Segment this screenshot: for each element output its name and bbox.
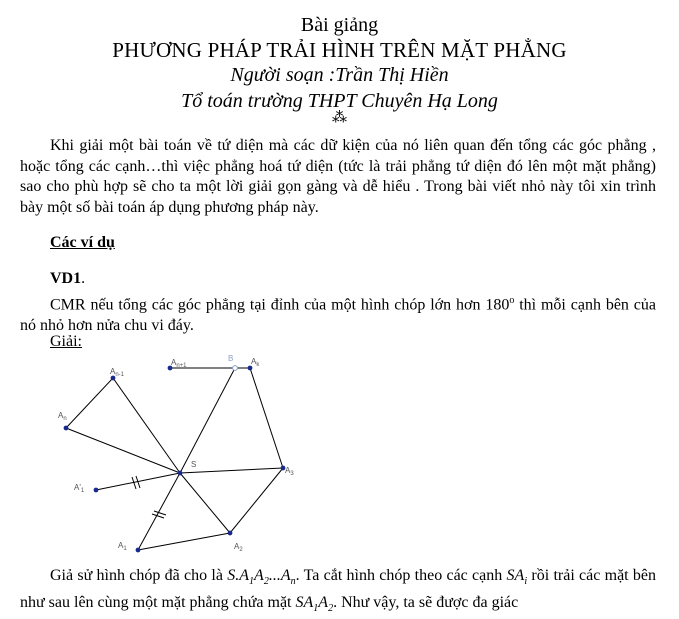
- problem-text-start: CMR nếu tổng các góc phẳng tại đỉnh của một hình chóp lớn hơn 180: [50, 296, 510, 314]
- label-a1-prime: A'1: [74, 483, 85, 494]
- tick-mark-4: [154, 511, 166, 515]
- math-face-sub-1: 1: [313, 602, 319, 614]
- math-sub-2: 2: [263, 576, 269, 588]
- example-label-dot: .: [81, 270, 86, 287]
- edge-a2-s: [180, 473, 230, 533]
- problem-text-end: thì mỗi cạnh bên của nó nhỏ hơn nửa chu vi đáy.: [20, 296, 656, 334]
- section-heading: Các ví dụ: [50, 234, 115, 251]
- point-a2: [228, 531, 233, 536]
- closing-paragraph: [20, 566, 656, 619]
- edge-a3-a2: [230, 468, 283, 533]
- lecture-title: PHƯƠNG PHÁP TRẢI HÌNH TRÊN MẶT PHẲNG: [112, 38, 567, 62]
- math-sub-i: i: [524, 576, 528, 588]
- point-s: [178, 471, 183, 476]
- edge-a2-a1: [138, 533, 230, 550]
- point-an: [64, 426, 69, 431]
- example-number: VD1: [50, 270, 82, 287]
- intro-paragraph: Khi giải một bài toán về tứ diện mà các dữ kiện của nó liên quan đến tổng các góc phẳng , hoặc tổng các cạnh…thì việc phẳng hoá tứ diện (tức là trải phẳng tứ diện đó lên một mặt phẳng) sao cho phù hợp sẽ cho ta một lời giải gọn gàng và dễ hiểu . Trong bài viết nhỏ này tôi xin trình bày một số bài toán áp dụng phương pháp này.: [20, 137, 656, 216]
- school-line: Tổ toán trường THPT Chuyên Hạ Long: [181, 90, 498, 112]
- label-a2: A2: [234, 542, 243, 553]
- label-b: B: [228, 354, 234, 363]
- label-a-n-minus1: An-1: [110, 367, 125, 378]
- ornament-stars: ⁂: [332, 110, 347, 126]
- label-a3: A3: [285, 466, 294, 477]
- math-face-start: SA: [295, 593, 314, 611]
- point-b: [233, 366, 238, 371]
- math-face-a: A: [318, 593, 329, 611]
- math-face-sub-2: 2: [328, 602, 334, 614]
- solution-label: Giải:: [50, 333, 82, 350]
- lecture-label: Bài giảng: [300, 14, 379, 36]
- closing-text-4: . Như vậy, ta sẽ được đa giác: [333, 593, 519, 611]
- figure-points: [64, 366, 286, 553]
- edge-s-an1: [113, 378, 180, 473]
- edge-ak-a3: [250, 368, 283, 468]
- label-s: S: [191, 460, 197, 469]
- problem-statement: [20, 291, 656, 336]
- math-pyramid-start: S.A: [227, 567, 250, 584]
- author-line: Người soạn :Trần Thị Hiền: [230, 64, 449, 86]
- point-ak: [248, 366, 253, 371]
- math-pyramid-a: A: [254, 567, 264, 584]
- tick-mark-3: [152, 514, 164, 518]
- math-edge: SA: [506, 567, 525, 584]
- point-a1: [136, 548, 141, 553]
- edge-an1-an: [66, 378, 113, 428]
- label-a-n: An: [58, 411, 67, 422]
- label-a-k: Ak: [251, 357, 260, 368]
- edge-b-s: [180, 368, 235, 473]
- edge-an-s: [66, 428, 180, 473]
- degree-sign: o: [509, 295, 515, 306]
- math-sub-n: n: [290, 576, 296, 588]
- unfolded-pyramid-figure: [40, 348, 310, 563]
- math-pyramid-end: ...A: [268, 567, 291, 584]
- label-a1: A1: [118, 541, 127, 552]
- example-label: [50, 270, 85, 288]
- figure-edges: [66, 368, 283, 550]
- edge-a1-s: [138, 473, 180, 550]
- closing-text-3: rồi trải các mặt bên như sau lên cùng một mặt phẳng chứa mặt: [20, 567, 656, 611]
- label-a-n-plus1: An+1: [171, 358, 187, 369]
- math-sub-1: 1: [249, 576, 255, 588]
- point-a1-prime: [94, 488, 99, 493]
- closing-text-2: . Ta cắt hình chóp theo các cạnh: [295, 567, 507, 584]
- closing-text-1: Giả sử hình chóp đã cho là: [50, 567, 228, 584]
